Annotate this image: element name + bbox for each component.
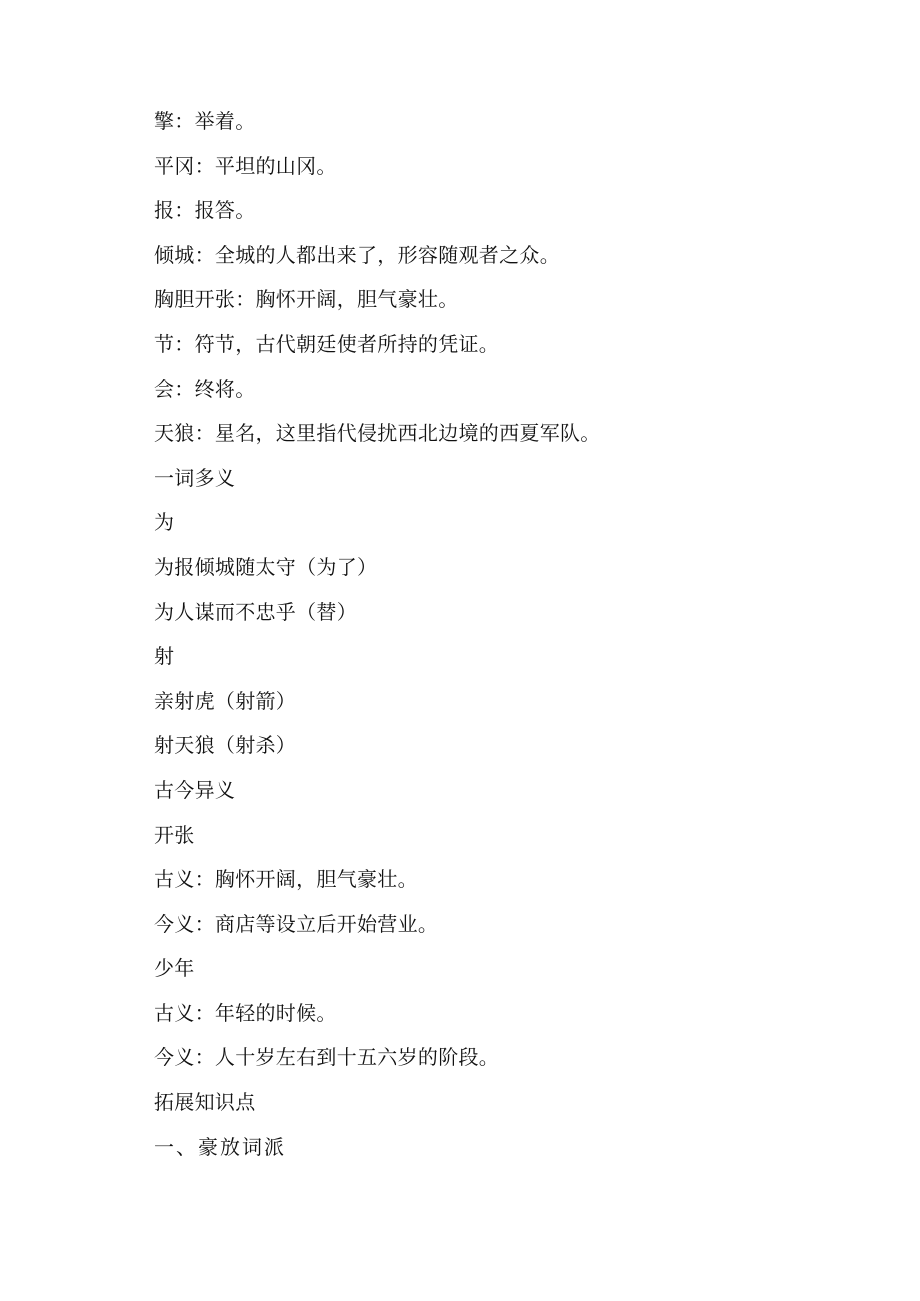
term-shaonian: 少年 (154, 956, 195, 981)
modern-meaning: 今义：人十岁左右到十五六岁的阶段。 (154, 1045, 500, 1070)
subsection-heading-haofang: 一、豪放词派 (154, 1134, 286, 1159)
section-heading-polysemy: 一词多义 (154, 465, 236, 490)
polysemy-example: 为报倾城随太守（为了） (154, 554, 378, 579)
gloss-jie: 节：符节，古代朝廷使者所持的凭证。 (154, 331, 500, 356)
term-kaizhang: 开张 (154, 822, 195, 847)
polysemy-example: 亲射虎（射箭） (154, 688, 297, 713)
gloss-tianlang: 天狼：星名，这里指代侵扰西北边境的西夏军队。 (154, 421, 601, 446)
section-heading-ancient-modern: 古今异义 (154, 777, 236, 802)
polysemy-word-she: 射 (154, 644, 175, 669)
polysemy-word-wei: 为 (154, 510, 175, 535)
gloss-qing: 擎：举着。 (154, 109, 256, 133)
text-body (154, 106, 854, 1176)
gloss-xiongdan-kaizhang: 胸胆开张：胸怀开阔，胆气豪壮。 (154, 287, 459, 312)
section-heading-extension: 拓展知识点 (154, 1090, 256, 1115)
polysemy-example: 为人谋而不忠乎（替） (154, 599, 357, 624)
gloss-bao: 报：报答。 (154, 198, 256, 223)
gloss-pinggang: 平冈：平坦的山冈。 (154, 153, 337, 178)
gloss-qingcheng: 倾城：全城的人都出来了，形容随观者之众。 (154, 242, 560, 267)
ancient-meaning: 古义：年轻的时候。 (154, 1000, 337, 1025)
modern-meaning: 今义：商店等设立后开始营业。 (154, 911, 439, 936)
ancient-meaning: 古义：胸怀开阔，胆气豪壮。 (154, 867, 418, 892)
gloss-hui: 会：终将。 (154, 376, 256, 401)
polysemy-example: 射天狼（射杀） (154, 733, 297, 758)
